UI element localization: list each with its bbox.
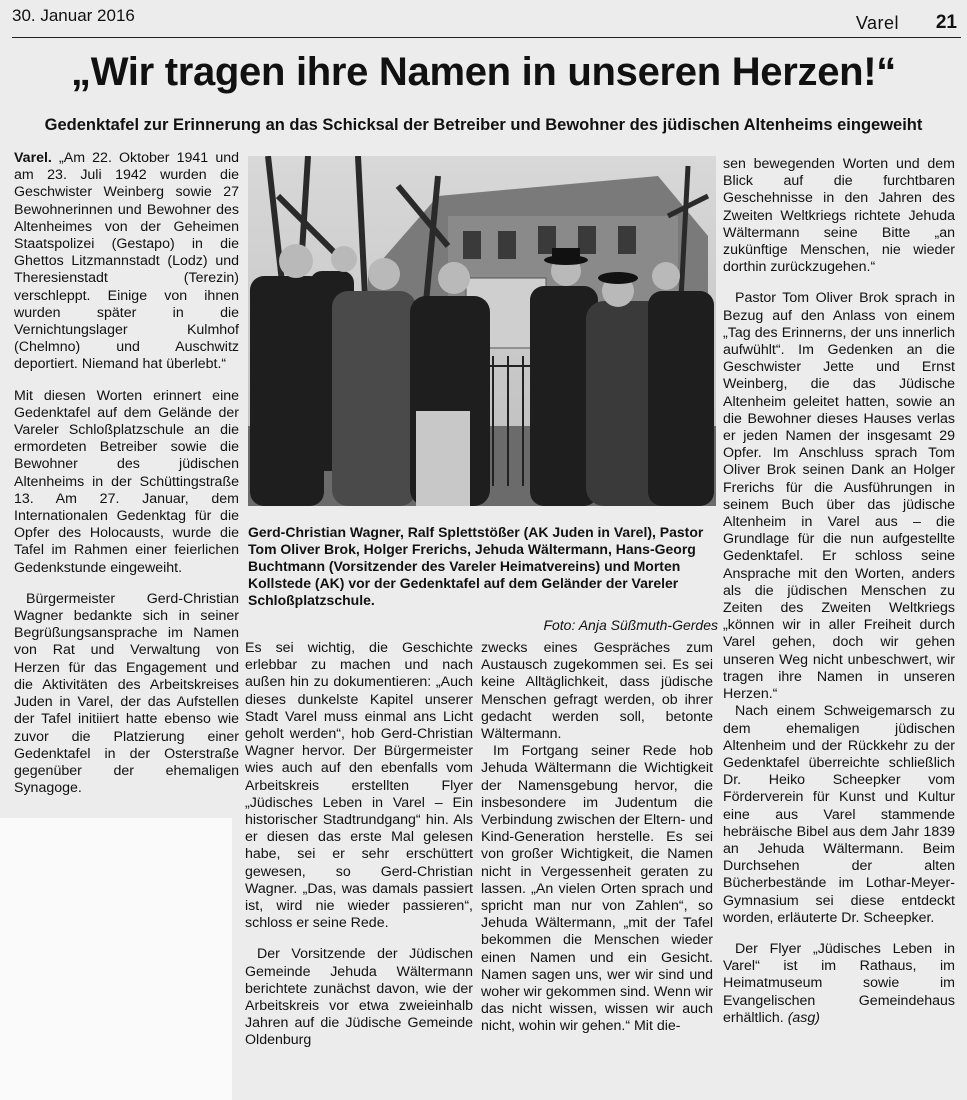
paragraph: Im Fortgang seiner Rede hob Jehuda Wältermann die Wichtigkeit der Namensgebung hervor, die insbesondere im Judentum die Verbindung zwischen der Eltern- und Kind-Generation herstelle. Es sei von großer Wichtigkeit, die Namen nicht in Vergessenheit geraten zu lassen. „An vielen Orten sprach und spricht man nur von Zahlen“, so Jehuda Wältermann, „mit der Tafel bekommen die Menschen wieder einen Namen und ein Gesicht. Namen sagen uns, wer wir sind und woher wir gekommen sind. Wenn wir das nicht wissen, wissen wir auch nicht, wohin wir gehen.“ Mit die- [481,743,713,1035]
paragraph: Der Vorsitzende der Jüdischen Gemeinde Jehuda Wältermann berichtete zunächst davon, wie der Arbeitskreis vor etwa zweieinhalb Jahren auf die Jüdische Gemeinde Oldenburg [245,946,473,1049]
dateline: Varel. [14,150,52,166]
author-signature: (asg) [787,1009,821,1026]
article-column-3 [481,640,713,1050]
paragraph: Nach einem Schweigemarsch zu dem ehemaligen jüdischen Altenheim und der Rückkehr zu der Gedenktafel überreichte schließlich Dr. Heiko Scheepker vom Förderverein für Kunst und Kultur eine aus Varel stammende hebräische Bibel aus dem Jahr 1839 an Jehuda Wältermann. Beim Durchsehen der alten Bücherbestände im Lothar-Meyer-Gymnasium sei diese entdeckt worden, erläuterte Dr. Scheepker. [723,703,955,926]
header-rule [12,37,961,38]
photo-image [248,156,716,506]
article-column-2 [245,640,473,1050]
subheadline: Gedenktafel zur Erinnerung an das Schicksal der Betreiber und Bewohner des jüdischen Altenheims eingeweiht [44,116,923,134]
blank-margin [0,818,232,1100]
paragraph: Es sei wichtig, die Geschichte erlebbar zu machen und nach außen hin zu dokumentieren: „Auch dieses dunkelste Kapitel unserer Stadt Varel muss einmal ans Licht geholt werden“, hob Gerd-Christian Wagner hervor. Der Bürgermeister wies auch auf den ebenfalls vom Arbeitskreis erstellten Flyer „Jüdisches Leben in Varel – Ein historischer Stadtrundgang“ hin. Als er diesen das erste Mal gelesen habe, sei er sehr erschüttert gewesen, so Gerd-Christian Wagner. „Das, was damals passiert ist, wird nie wieder passieren“, schloss er seine Rede. [245,640,473,932]
paragraph: Mit diesen Worten erinnert eine Gedenktafel auf dem Gelände der Vareler Schloßplatzschule an die ermordeten Betreiber sowie die Bewohner des jüdischen Altenheims in der Schüttingstraße 13. Am 27. Januar, dem Internationalen Gedenktag für die Opfer des Holocausts, wurde die Tafel im Rahmen einer feierlichen Gedenkstunde eingeweiht. [14,387,239,576]
headline: „Wir tragen ihre Namen in unseren Herzen!“ [71,50,896,94]
page-number: 21 [935,12,957,33]
article-column-4 [723,156,955,1027]
paragraph: Pastor Tom Oliver Brok sprach in Bezug auf den Anlass von einem „Tag des Erinnerns, der uns innerlich aufwühlt“. Im Gedenken an die Geschwister Jette und Ernst Weinberg, die das Jüdische Altenheim geleitet hatten, sowie an die Bewohner dieses Hauses verlas er jeden Namen der insgesamt 29 Opfer. Im Anschluss sprach Tom Oliver Brok seinen Dank an Holger Frerichs für die Ausführungen in seinem Buch über das jüdische Altenheim in Varel aus – die Grundlage für die nun aufgestellte Gedenktafel. Er schloss seine Ansprache mit den Worten, anders als die jüdischen Menschen zu Zeiten des Zweiten Weltkriegs „können wir in aller Freiheit durch Varel gehen, doch wir gehen unseren Weg nicht unbeschwert, wir tragen ihre Namen in unseren Herzen.“ [723,290,955,703]
paragraph: sen bewegenden Worten und dem Blick auf die furchtbaren Geschehnisse in den Jahren des Zweiten Weltkriegs richtete Jehuda Wältermann seine Bitte „an zukünftige Menschen, nie wieder dorthin zurückzugehen.“ [723,156,955,276]
paragraph: Bürgermeister Gerd-Christian Wagner bedankte sich in seiner Begrüßungsansprache im Namen von Rat und Verwaltung von Herzen für das Engagement und die Aktivitäten des Arbeitskreises Juden in Varel, der das Aufstellen der Tafel initiiert hatte ebenso wie zuvor die Platzierung einer Gedenktafel in der Osterstraße gegenüber der ehemaligen Synagoge. [14,590,239,797]
paragraph: „Am 22. Oktober 1941 und am 23. Juli 1942 wurden die Geschwister Weinberg sowie 27 Bewohnerinnen und Bewohner des Altenheimes von der Geheimen Staatspolizei (Gestapo) in die Ghettos Litzmannstadt (Lodz) und Theresienstadt (Terezin) verschleppt. Einige von ihnen wurden später in die Vernichtungslager Kulmhof (Chelmno) und Auschwitz deportiert. Niemand hat überlebt.“ [14,150,239,373]
page-header [12,4,961,32]
section-name: Varel [855,13,899,33]
photo-caption: Gerd-Christian Wagner, Ralf Splettstößer (AK Juden in Varel), Pastor Tom Oliver Brok, Holger Frerichs, Jehuda Wältermann, Hans-Georg Buchtmann (Vorsitzender des Vareler Heimatvereins) und Morten Kollstede (AK) vor der Gedenktafel auf dem Geländer der Vareler Schloßplatzschule. [248,524,704,608]
photo-credit: Foto: Anja Süßmuth-Gerdes [543,617,718,633]
paragraph: zwecks eines Gespräches zum Austausch zugekommen sei. Es sei keine Alltäglichkeit, dass jüdische Menschen gefragt werden, ob ihrer gedacht werden soll, betonte Wältermann. [481,640,713,743]
issue-date: 30. Januar 2016 [12,6,135,25]
article-photo [248,156,716,506]
paragraph: Der Flyer „Jüdisches Leben in Varel“ ist im Rathaus, im Heimatmuseum sowie im Evangelischen Gemeindehaus erhältlich. [723,940,955,1026]
article-column-1 [14,150,239,811]
